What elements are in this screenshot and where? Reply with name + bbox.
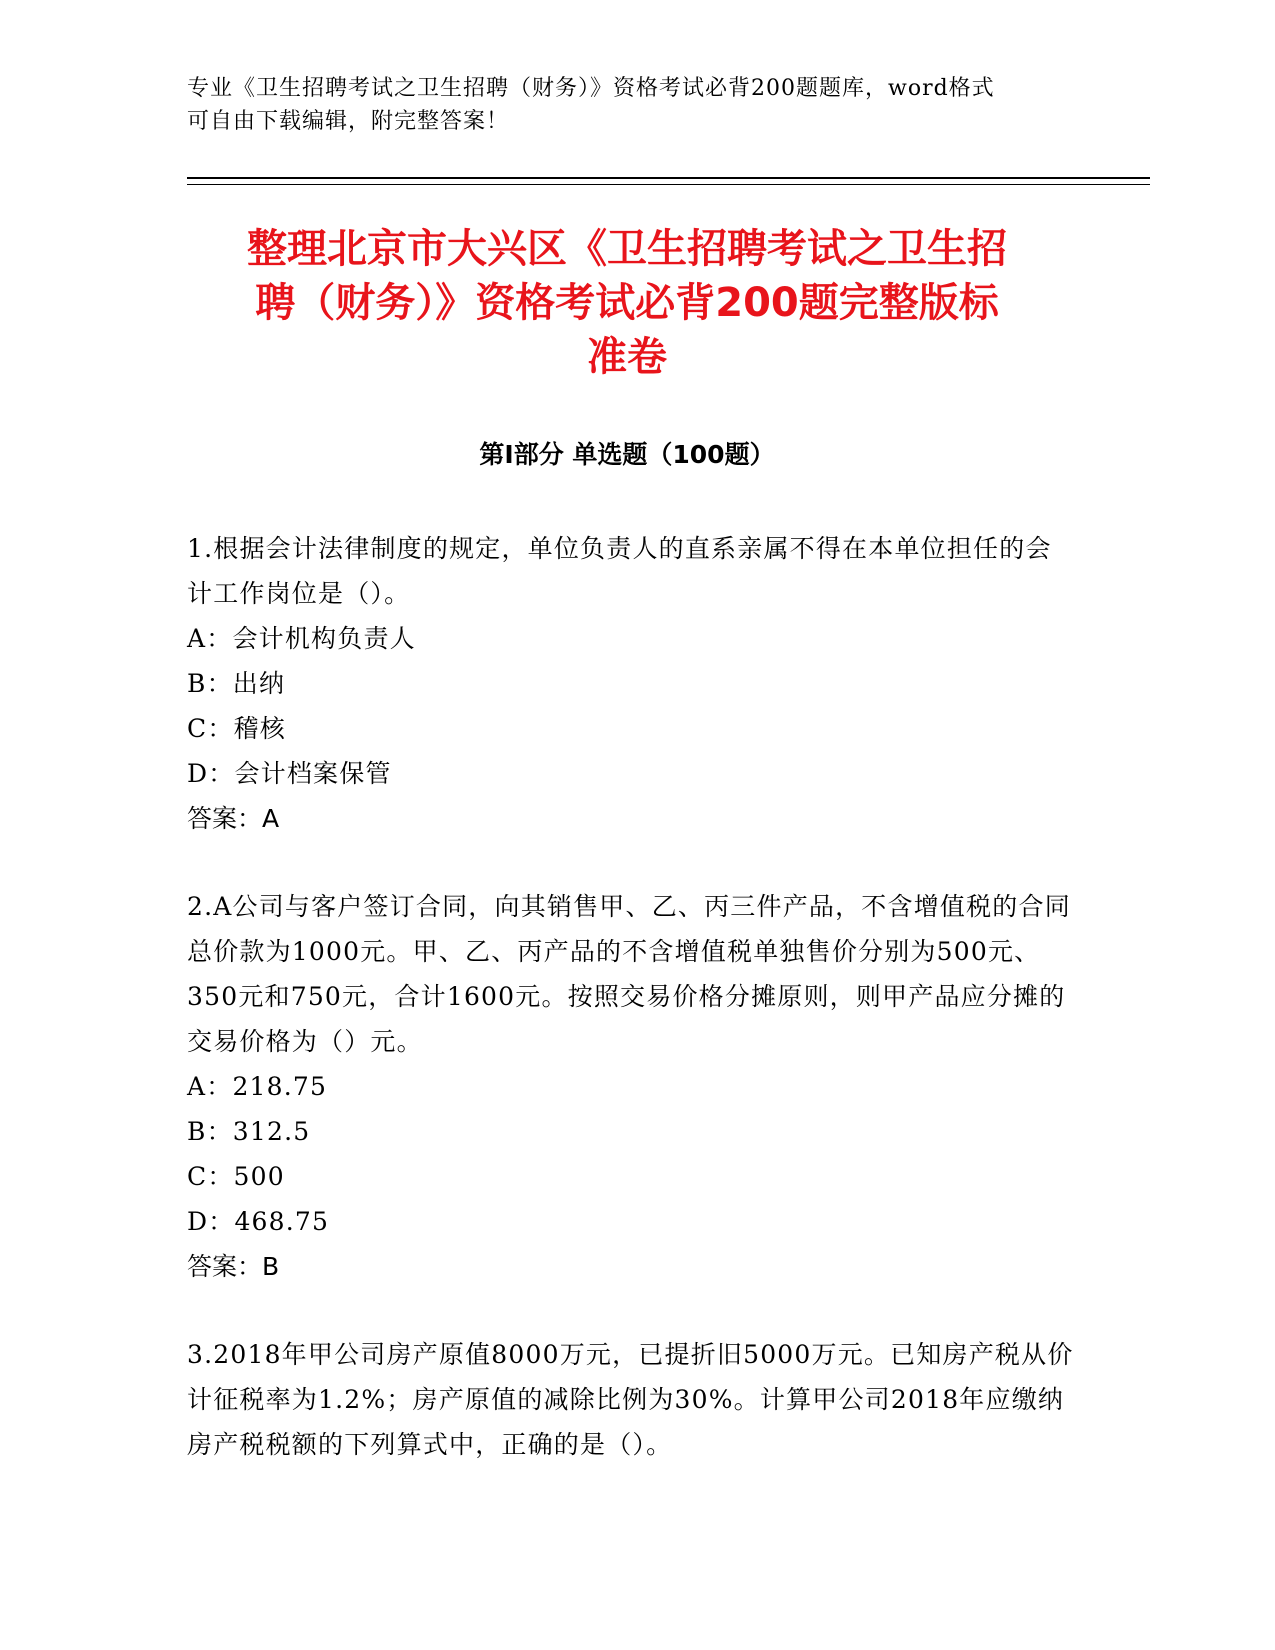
document-title-line-3: 准卷 <box>587 334 667 380</box>
question-list <box>187 526 1077 1510</box>
document-title-line-2: 聘（财务）》资格考试必背200题完整版标 <box>255 280 999 326</box>
document-title <box>187 222 1067 384</box>
option-b: B：出纳 <box>187 669 286 698</box>
question-2 <box>187 884 1077 1289</box>
question-1 <box>187 526 1077 841</box>
header-note-line-1: 专业《卫生招聘考试之卫生招聘（财务）》资格考试必背200题题库，word格式 <box>187 76 995 101</box>
header-note <box>187 72 1067 138</box>
section-title: 第Ⅰ部分 单选题（100题） <box>479 440 775 469</box>
header-divider-thin <box>187 184 1150 185</box>
answer: 答案：A <box>187 804 280 833</box>
option-c: C：稽核 <box>187 714 286 743</box>
question-3 <box>187 1332 1077 1467</box>
answer: 答案：B <box>187 1252 280 1281</box>
header-note-line-2: 可自由下载编辑，附完整答案！ <box>187 109 510 134</box>
question-text: 1.根据会计法律制度的规定，单位负责人的直系亲属不得在本单位担任的会计工作岗位是（）。 <box>187 534 1052 608</box>
option-a: A：218.75 <box>187 1072 328 1101</box>
header-divider-thick <box>187 177 1150 179</box>
option-d: D：468.75 <box>187 1207 330 1236</box>
question-text: 2.A公司与客户签订合同，向其销售甲、乙、丙三件产品，不含增值税的合同总价款为1000元。甲、乙、丙产品的不含增值税单独售价分别为500元、350元和750元，合计1600元。按照交易价格分摊原则，则甲产品应分摊的交易价格为（）元。 <box>187 892 1071 1056</box>
document-title-line-1: 整理北京市大兴区《卫生招聘考试之卫生招 <box>247 226 1007 272</box>
question-text: 3.2018年甲公司房产原值8000万元，已提折旧5000万元。已知房产税从价计征税率为1.2%；房产原值的减除比例为30%。计算甲公司2018年应缴纳房产税税额的下列算式中，正确的是（）。 <box>187 1340 1074 1459</box>
option-a: A：会计机构负责人 <box>187 624 416 653</box>
option-d: D：会计档案保管 <box>187 759 392 788</box>
option-c: C：500 <box>187 1162 285 1191</box>
option-b: B：312.5 <box>187 1117 311 1146</box>
